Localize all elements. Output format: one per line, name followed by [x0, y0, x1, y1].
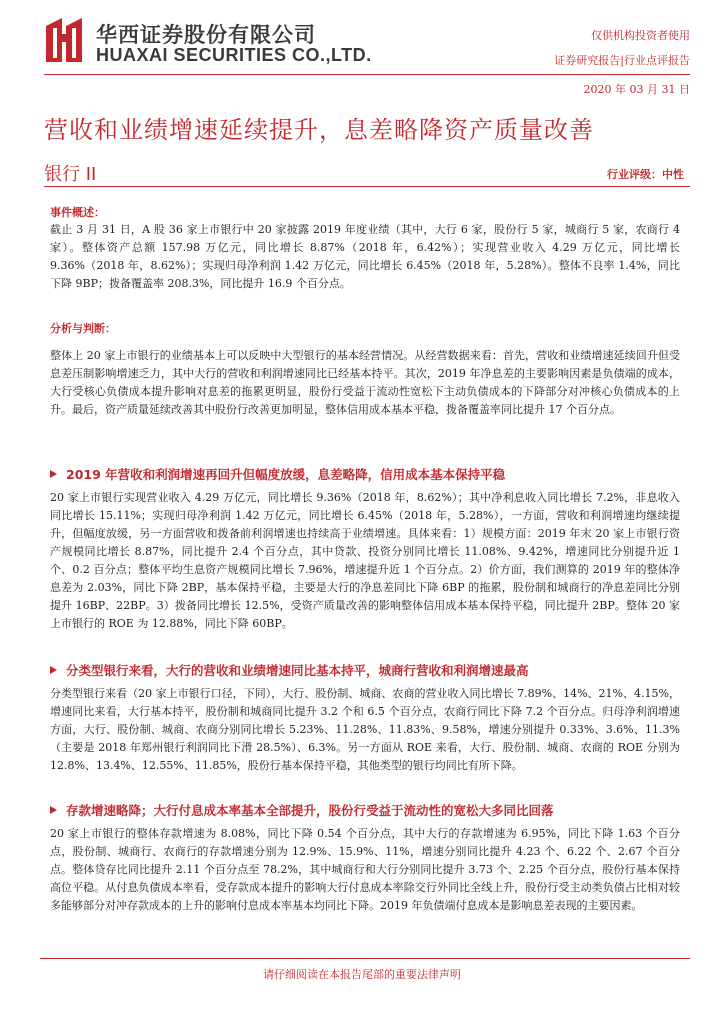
legal-disclaimer: 请仔细阅读在本报告尾部的重要法律声明: [263, 968, 461, 981]
sector-name: 银行 II: [44, 164, 97, 185]
huaxi-logo-icon: [44, 16, 84, 64]
section-title-text: 2019 年营收和利润增速再回升但幅度放缓，息差略降，信用成本基本保持平稳: [66, 467, 506, 482]
section-title: [50, 465, 690, 483]
section-title-text: 存款增速略降；大行付息成本率基本全部提升，股份行受益于流动性的宽松大多同比回落: [66, 803, 554, 818]
usage-note: 仅供机构投资者使用: [591, 29, 690, 42]
event-text: 截止 3 月 31 日，A 股 36 家上市银行中 20 家披露 2019 年度业绩（其中，大行 6 家，股份行 5 家，城商行 5 家，农商行 4 家）。整体资产总额 157.98 万亿元，同比增长 8.87%（2018 年，6.42%）；实现营业收入 4.29 万亿元，同比增长 9.36%（2018 年，8.62%）；实现归母净利润 1.42 万亿元，同比增长 6.45%（2018 年，5.28%）。整体不良率 1.4%，同比下降 9BP；拨备覆盖率 208.3%，同比提升 16.9 个百分点。: [50, 223, 680, 290]
header-divider: [44, 74, 690, 75]
company-name-cn: 华西证券股份有限公司: [96, 23, 316, 47]
section-text: 分类型银行来看（20 家上市银行口径，下同），大行、股份制、城商、农商的营业收入同比增长 7.89%、14%、21%、4.15%，增速同比来看，大行基本持平，股份制和城商同比提升 3.2 个和 6.5 个百分点，农商行同比下降 7.2 个百分点。归母净利润增速方面，大行、股份制、城商、农商分别同比增长 5.23%、11.28%、11.83%、9.58%，增速分别提升 0.33%、3.6%、11.3%（主要是 2018 年郑州银行利润同比下滑 28.5%）、6.3%。另一方面从 ROE 来看，大行、股份制、城商、农商的 ROE 分别为 12.8%、13.4%、12.55%、11.85%，股份行基本保持平稳，其他类型的银行均同比有所下降。: [50, 687, 680, 772]
bullet-triangle-icon: [50, 806, 57, 814]
bullet-triangle-icon: [50, 470, 57, 478]
industry-rating: 行业评级：中性: [607, 168, 684, 181]
analysis-label: 分析与判断：: [50, 322, 116, 335]
analysis-text: 整体上 20 家上市银行的业绩基本上可以反映中大型银行的基本经营情况。从经营数据来看：首先，营收和业绩增速延续回升但受息差压制影响增速乏力，其中大行的营收和利润增速同比已经基本持平。其次，2019 年净息差的主要影响因素是负债端的成本，大行受核心负债成本提升影响对息差的拖累更明显，股份行受益于流动性宽松下主动负债成本的下降部分对冲核心负债成本的上升。最后，资产质量延续改善其中股份行改善更加明显，整体信用成本基本平稳，拨备覆盖率同比提升 17 个百分点。: [50, 349, 680, 416]
section-title: [50, 801, 690, 819]
section-text: 20 家上市银行实现营业收入 4.29 万亿元，同比增长 9.36%（2018 年，8.62%）；其中净利息收入同比增长 7.2%，非息收入同比增长 15.11%；实现归母净利润 1.42 万亿元，同比增长 6.45%（2018 年，5.28%），一方面，营收和利润增速均继续提升，但幅度放缓，另一方面营收和拨备前利润增速也持续高于业绩增速。具体来看：1）规模方面：2019 年末 20 家上市银行资产规模同比增长 8.87%，同比提升 2.4 个百分点，其中贷款、投资分别同比增长 11.08%、9.42%，增速同比分别提升近 1 个、0.2 百分点；整体平均生息资产规模同比增长 7.96%，增速提升近 1 个百分点。2）价方面，我们测算的 2019 年的整体净息差为 2.03%，同比下降 2BP，基本保持平稳，主要是大行的净息差同比下降 6BP 的拖累，股份制和城商行的净息差同比分别提升 16BP、22BP。3）拨备同比增长 12.5%，受资产质量改善的影响整体信用成本基本保持平稳，同比提升 2BP。整体 20 家上市银行的 ROE 为 12.88%，同比下降 60BP。: [50, 491, 680, 630]
bullet-triangle-icon: [50, 666, 57, 674]
section-text: 20 家上市银行的整体存款增速为 8.08%，同比下降 0.54 个百分点，其中大行的存款增速为 6.95%，同比下降 1.63 个百分点，股份制、城商行、农商行的存款增速分别为 12.9%、15.9%、11%，增速分别同比提升 4.23 个、6.22 个、2.67 个百分点。整体贷存比同比提升 2.11 个百分点至 78.2%，其中城商行和大行分别同比提升 3.73 个、2.25 个百分点，股份行基本保持高位平稳。从付息负债成本率看，受存款成本提升的影响大行付息成本率除交行外同比全线上升，股份行受主动类负债占比相对较多能够部分对冲存款成本的上升的影响付息成本率基本均同比下降。2019 年负债端付息成本是影响息差表现的主要因素。: [50, 827, 680, 912]
event-label: 事件概述：: [50, 206, 105, 219]
footer-divider: [40, 958, 690, 959]
report-type: 证券研究报告|行业点评报告: [554, 54, 690, 67]
report-date: 2020 年 03 月 31 日: [583, 83, 690, 96]
report-title: 营收和业绩增速延续提升，息差略降资产质量改善: [44, 116, 594, 144]
section-title-text: 分类型银行来看，大行的营收和业绩增速同比基本持平，城商行营收和利润增速最高: [66, 663, 529, 678]
company-name-en: HUAXAI SECURITIES CO.,LTD.: [96, 45, 372, 65]
title-divider: [44, 186, 690, 187]
section-title: [50, 661, 690, 679]
